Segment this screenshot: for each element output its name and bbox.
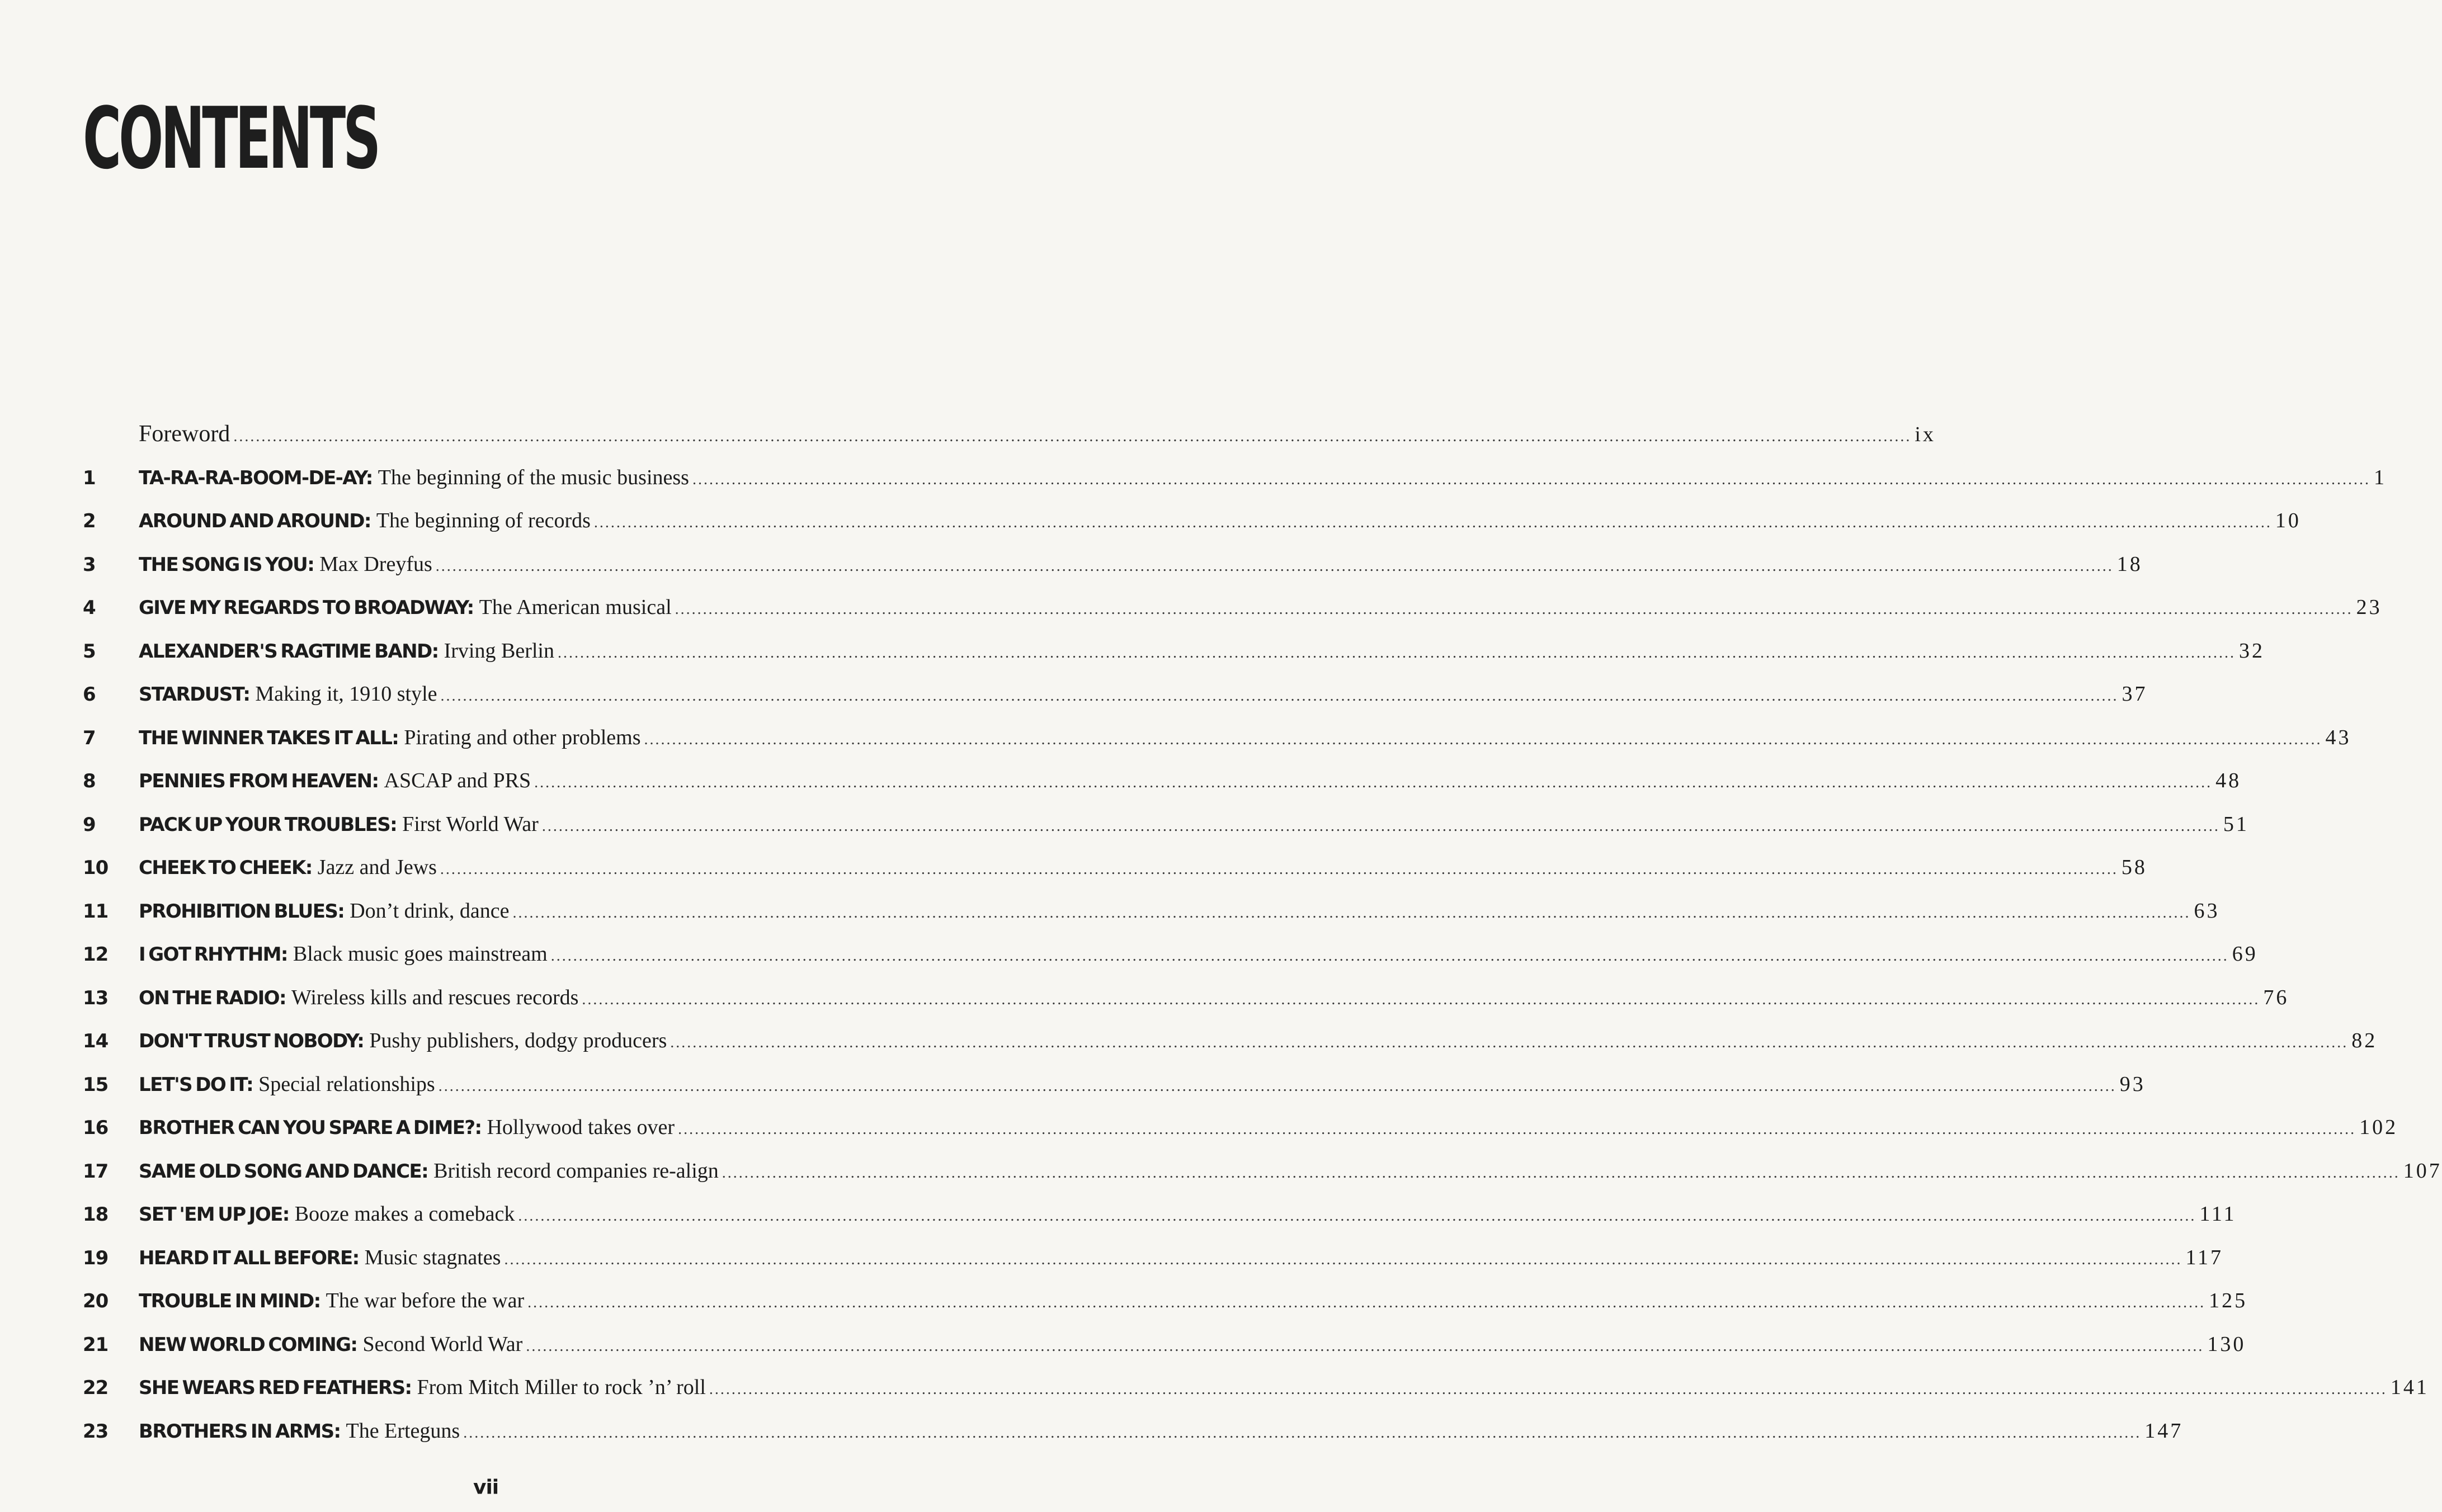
chapter-number: 15 — [83, 1073, 109, 1096]
page-reference: 117 — [2185, 1245, 2224, 1269]
dot-leader: ............................................................................................................................................................................................................................................................................................................ — [582, 990, 2260, 1008]
dot-leader: ............................................................................................................................................................................................................................................................................................................ — [463, 1424, 2142, 1442]
page-reference: 76 — [2263, 985, 2289, 1009]
chapter-title: BROTHERS IN ARMS: — [139, 1420, 341, 1443]
chapter-subtitle: The war before the war — [326, 1289, 525, 1312]
page-reference: 51 — [2223, 812, 2249, 836]
dot-leader: ............................................................................................................................................................................................................................................................................................................ — [512, 904, 2191, 922]
page-reference: 130 — [2207, 1332, 2246, 1356]
chapter-title: PROHIBITION BLUES: — [139, 900, 345, 923]
chapter-title: SET 'EM UP JOE: — [139, 1203, 289, 1226]
chapter-subtitle: Second World War — [362, 1332, 523, 1356]
chapter-subtitle: Jazz and Jews — [317, 856, 437, 879]
chapter-title: GIVE MY REGARDS TO BROADWAY: — [139, 597, 474, 619]
toc-entry — [83, 630, 2265, 673]
dot-leader: ............................................................................................................................................................................................................................................................................................................ — [504, 1250, 2182, 1268]
page-reference: 107 — [2403, 1159, 2442, 1183]
toc-entry — [83, 499, 2301, 543]
chapter-number: 19 — [83, 1246, 109, 1269]
chapter-number: 22 — [83, 1377, 109, 1399]
chapter-subtitle: Pirating and other problems — [404, 725, 641, 749]
chapter-title: BROTHER CAN YOU SPARE A DIME?: — [139, 1117, 482, 1139]
page-reference: 63 — [2194, 899, 2220, 923]
chapter-subtitle: First World War — [402, 812, 539, 836]
chapter-subtitle: The beginning of the music business — [378, 465, 689, 489]
toc-entry — [83, 1193, 2237, 1236]
dot-leader: ............................................................................................................................................................................................................................................................................................................ — [550, 947, 2229, 965]
page-reference: 58 — [2121, 856, 2147, 879]
page-number: vii — [473, 1476, 499, 1499]
chapter-number: 16 — [83, 1117, 109, 1139]
page-reference: 10 — [2275, 509, 2301, 532]
chapter-title: STARDUST: — [139, 683, 250, 706]
chapter-title: NEW WORLD COMING: — [139, 1333, 357, 1356]
page-reference: ix — [1915, 423, 1936, 446]
chapter-subtitle: Music stagnates — [364, 1245, 501, 1269]
toc-entry — [83, 586, 2382, 630]
dot-leader: ............................................................................................................................................................................................................................................................................................................ — [675, 601, 2353, 618]
chapter-number: 20 — [83, 1290, 109, 1312]
toc-entry — [83, 1410, 2184, 1453]
toc-entry — [83, 933, 2258, 976]
toc-entry — [83, 1019, 2378, 1063]
toc-entry — [83, 976, 2289, 1020]
dot-leader: ............................................................................................................................................................................................................................................................................................................ — [678, 1121, 2356, 1138]
chapter-number: 1 — [83, 466, 96, 489]
toc-entry — [83, 1106, 2398, 1150]
dot-leader: ............................................................................................................................................................................................................................................................................................................ — [440, 687, 2119, 705]
chapter-subtitle: Special relationships — [258, 1072, 435, 1096]
chapter-title: CHEEK TO CHEEK: — [139, 857, 312, 879]
chapter-title: ON THE RADIO: — [139, 986, 286, 1009]
chapter-title: THE SONG IS YOU: — [139, 553, 314, 576]
chapter-subtitle: ASCAP and PRS — [384, 769, 531, 792]
table-of-contents — [83, 413, 2442, 1453]
dot-leader: ............................................................................................................................................................................................................................................................................................................ — [722, 1164, 2400, 1182]
page-reference: 102 — [2359, 1116, 2398, 1139]
toc-entry — [83, 803, 2249, 847]
dot-leader: ............................................................................................................................................................................................................................................................................................................ — [692, 470, 2370, 488]
chapter-title: SAME OLD SONG AND DANCE: — [139, 1160, 428, 1183]
chapter-title: PACK UP YOUR TROUBLES: — [139, 813, 397, 836]
toc-entry — [83, 1279, 2248, 1323]
chapter-title: AROUND AND AROUND: — [139, 510, 371, 532]
chapter-number: 11 — [83, 900, 109, 923]
chapter-number: 6 — [83, 683, 96, 706]
chapter-number: 23 — [83, 1420, 109, 1443]
chapter-subtitle: Wireless kills and rescues records — [291, 985, 579, 1009]
toc-entry — [83, 1236, 2224, 1280]
toc-entry — [83, 456, 2387, 500]
chapter-subtitle: Booze makes a comeback — [294, 1202, 515, 1226]
dot-leader: ............................................................................................................................................................................................................................................................................................................ — [670, 1034, 2349, 1051]
page-reference: 32 — [2238, 639, 2265, 663]
chapter-subtitle: Irving Berlin — [444, 639, 554, 663]
page-reference: 1 — [2373, 465, 2387, 489]
chapter-subtitle: Making it, 1910 style — [255, 682, 437, 706]
chapter-title: THE WINNER TAKES IT ALL: — [139, 726, 399, 749]
dot-leader: ............................................................................................................................................................................................................................................................................................................ — [527, 1294, 2206, 1311]
page-reference: 43 — [2325, 725, 2351, 749]
dot-leader: ............................................................................................................................................................................................................................................................................................................ — [233, 428, 1912, 445]
chapter-subtitle: The American musical — [479, 596, 672, 619]
chapter-subtitle: Pushy publishers, dodgy producers — [369, 1029, 667, 1052]
toc-entry — [83, 890, 2220, 933]
chapter-number: 14 — [83, 1030, 109, 1052]
chapter-subtitle: Max Dreyfus — [319, 552, 432, 576]
chapter-number: 21 — [83, 1333, 109, 1356]
chapter-subtitle: The Erteguns — [346, 1419, 460, 1443]
chapter-number: 17 — [83, 1160, 109, 1183]
chapter-number: 4 — [83, 597, 96, 619]
page-title: CONTENTS — [83, 89, 379, 188]
toc-entry — [83, 1366, 2429, 1410]
chapter-title: I GOT RHYTHM: — [139, 943, 287, 966]
toc-entry — [83, 543, 2143, 587]
dot-leader: ............................................................................................................................................................................................................................................................................................................ — [557, 644, 2236, 662]
chapter-subtitle: Foreword — [139, 421, 230, 447]
chapter-subtitle: The beginning of records — [376, 509, 591, 532]
chapter-title: TROUBLE IN MIND: — [139, 1290, 320, 1312]
chapter-subtitle: Don’t drink, dance — [350, 899, 510, 923]
page-reference: 111 — [2199, 1202, 2237, 1226]
page-reference: 69 — [2232, 942, 2258, 966]
dot-leader: ............................................................................................................................................................................................................................................................................................................ — [518, 1207, 2196, 1225]
chapter-subtitle: From Mitch Miller to rock ’n’ roll — [417, 1376, 706, 1399]
chapter-subtitle: Black music goes mainstream — [293, 942, 548, 966]
chapter-number: 9 — [83, 813, 96, 836]
chapter-number: 12 — [83, 943, 109, 966]
chapter-title: DON'T TRUST NOBODY: — [139, 1030, 364, 1052]
chapter-number: 7 — [83, 726, 96, 749]
chapter-number: 3 — [83, 553, 96, 576]
page-reference: 93 — [2119, 1072, 2146, 1096]
toc-entry — [83, 1063, 2146, 1107]
dot-leader: ............................................................................................................................................................................................................................................................................................................ — [435, 557, 2114, 575]
dot-leader: ............................................................................................................................................................................................................................................................................................................ — [541, 817, 2220, 835]
toc-entry — [83, 846, 2147, 890]
chapter-title: TA-RA-RA-BOOM-DE-AY: — [139, 466, 373, 489]
chapter-title: HEARD IT ALL BEFORE: — [139, 1246, 359, 1269]
page-reference: 48 — [2215, 769, 2242, 792]
dot-leader: ............................................................................................................................................................................................................................................................................................................ — [440, 861, 2118, 878]
toc-entry — [83, 1150, 2442, 1193]
dot-leader: ............................................................................................................................................................................................................................................................................................................ — [526, 1337, 2204, 1355]
toc-entry — [83, 759, 2242, 803]
chapter-title: LET'S DO IT: — [139, 1073, 253, 1096]
chapter-title: SHE WEARS RED FEATHERS: — [139, 1377, 412, 1399]
chapter-number: 5 — [83, 640, 96, 663]
chapter-title: PENNIES FROM HEAVEN: — [139, 770, 379, 792]
page-reference: 82 — [2351, 1029, 2378, 1052]
dot-leader: ............................................................................................................................................................................................................................................................................................................ — [644, 730, 2322, 748]
chapter-subtitle: British record companies re-align — [433, 1159, 719, 1183]
toc-entry — [83, 673, 2148, 716]
dot-leader: ............................................................................................................................................................................................................................................................................................................ — [593, 514, 2272, 531]
chapter-number: 2 — [83, 510, 96, 532]
dot-leader: ............................................................................................................................................................................................................................................................................................................ — [534, 774, 2213, 791]
page-reference: 147 — [2144, 1419, 2184, 1443]
chapter-subtitle: Hollywood takes over — [487, 1116, 675, 1139]
toc-entry-foreword — [83, 413, 1936, 456]
chapter-title: ALEXANDER'S RAGTIME BAND: — [139, 640, 439, 663]
page-reference: 37 — [2122, 682, 2148, 706]
page-reference: 125 — [2209, 1289, 2248, 1312]
chapter-number: 10 — [83, 857, 109, 879]
chapter-number: 8 — [83, 770, 96, 792]
toc-entry — [83, 716, 2351, 760]
toc-entry — [83, 1323, 2246, 1367]
dot-leader: ............................................................................................................................................................................................................................................................................................................ — [438, 1077, 2116, 1095]
chapter-number: 13 — [83, 986, 109, 1009]
dot-leader: ............................................................................................................................................................................................................................................................................................................ — [709, 1381, 2387, 1398]
page-reference: 23 — [2356, 596, 2382, 619]
page-reference: 141 — [2390, 1376, 2429, 1399]
chapter-number: 18 — [83, 1203, 109, 1226]
page-reference: 18 — [2116, 552, 2143, 576]
